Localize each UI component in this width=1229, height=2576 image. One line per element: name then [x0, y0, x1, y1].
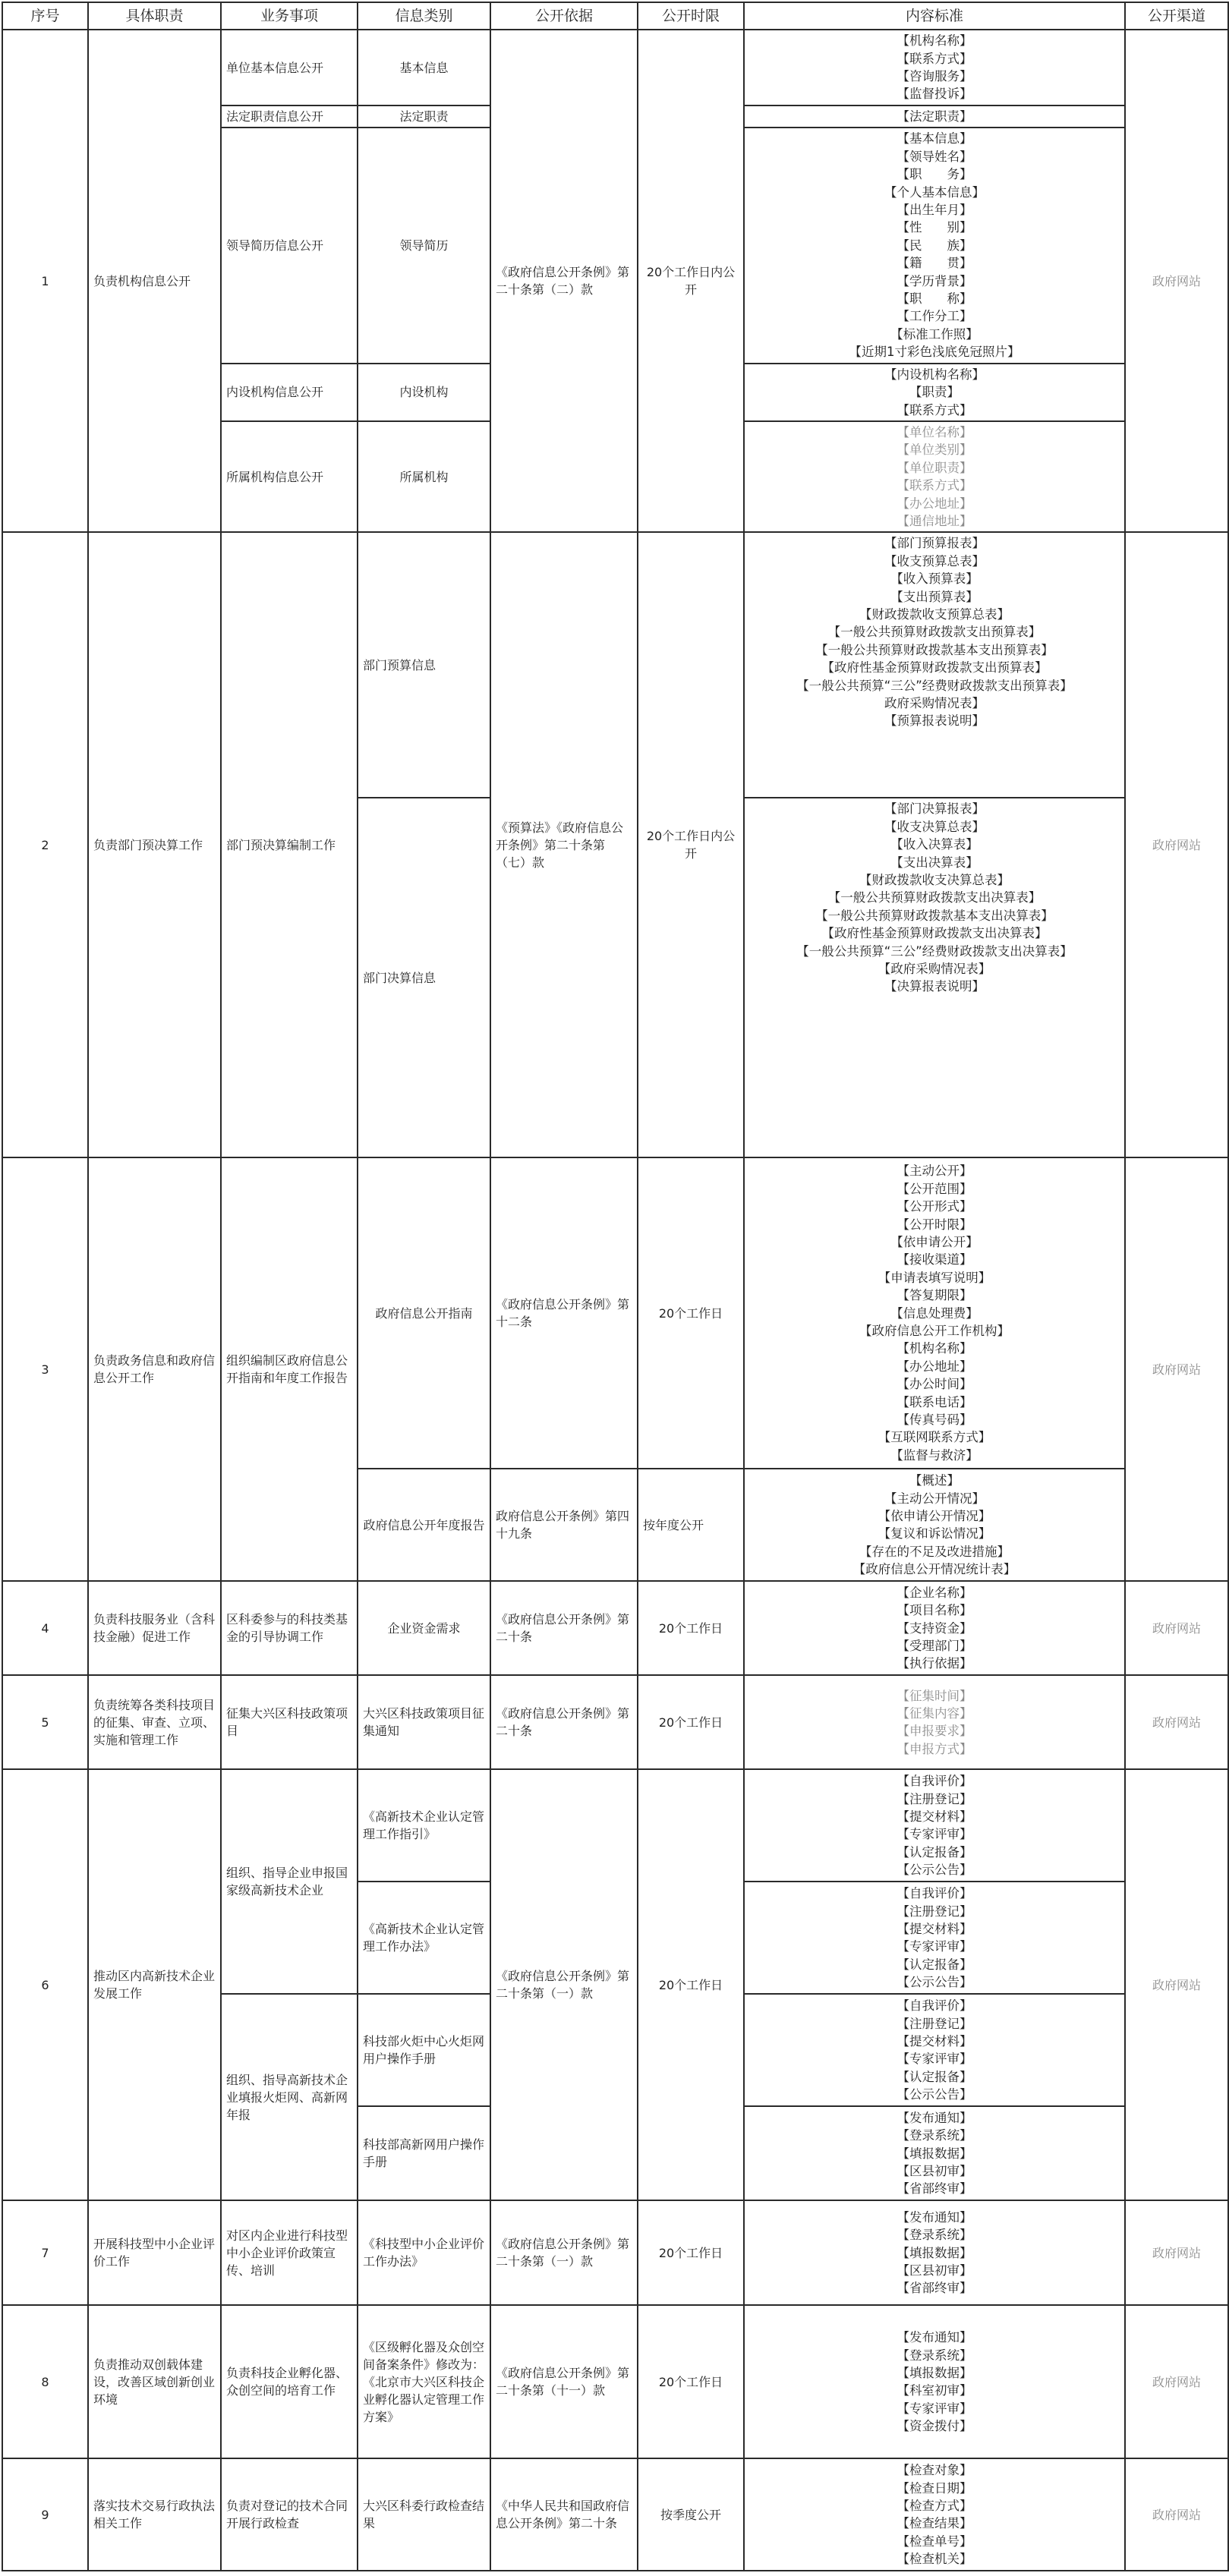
channel-cell: 政府网站 — [1125, 2458, 1228, 2571]
limit-cell: 按季度公开 — [638, 2458, 744, 2571]
row-no: 7 — [2, 2200, 88, 2305]
standard-line: 【办公地址】 — [897, 496, 972, 511]
limit-cell: 20个工作日 — [638, 2305, 744, 2458]
standard-line: 【机构名称】 — [897, 1341, 972, 1356]
channel-cell: 政府网站 — [1125, 1769, 1228, 2200]
table-row — [2, 1581, 1228, 1675]
category-cell: 科技部火炬中心火炬网用户操作手册 — [358, 1994, 490, 2106]
standard-line: 【法定职责】 — [897, 109, 972, 124]
standard-line: 【一般公共预算“三公”经费财政拨款支出预算表】 — [796, 678, 1073, 693]
basis-cell: 政府信息公开条例》第四十九条 — [490, 1469, 638, 1581]
standard-line: 【政府信息公开工作机构】 — [859, 1324, 1010, 1339]
standard-line: 【职责】 — [909, 385, 960, 400]
standard-line: 【提交材料】 — [897, 2033, 972, 2049]
standard-line: 【近期1寸彩色浅底免冠照片】 — [849, 345, 1020, 360]
standard-line: 【政府信息公开情况统计表】 — [852, 1562, 1016, 1577]
limit-cell: 20个工作日 — [638, 1675, 744, 1769]
duty-cell: 负责部门预决算工作 — [88, 532, 221, 1157]
table-row — [2, 2200, 1228, 2305]
standard-line: 【省部终审】 — [897, 2181, 972, 2197]
header-no: 序号 — [2, 2, 88, 30]
standard-line: 【办公时间】 — [897, 1377, 972, 1392]
standard-line: 【公示公告】 — [897, 2087, 972, 2102]
item-cell: 负责对登记的技术合同开展行政检查 — [221, 2458, 358, 2571]
standard-line: 【接收渠道】 — [897, 1252, 972, 1268]
standard-line: 【通信地址】 — [897, 513, 972, 528]
category-cell: 所属机构 — [358, 421, 490, 532]
standard-cell — [744, 2106, 1125, 2200]
standard-line: 【填报数据】 — [897, 2146, 972, 2161]
standard-line: 【发布通知】 — [897, 2209, 972, 2225]
standard-line: 【一般公共预算财政拨款支出决算表】 — [827, 890, 1041, 905]
basis-cell: 《政府信息公开条例》第二十条第（二）款 — [490, 30, 638, 532]
standard-line: 【职 称】 — [897, 291, 972, 307]
item-cell: 所属机构信息公开 — [221, 421, 358, 532]
standard-line: 【检查日期】 — [897, 2480, 972, 2496]
standard-line: 【检查方式】 — [897, 2498, 972, 2513]
standard-cell — [744, 1581, 1125, 1675]
item-cell: 组织、指导企业申报国家级高新技术企业 — [221, 1769, 358, 1994]
header-item: 业务事项 — [221, 2, 358, 30]
category-cell: 部门预算信息 — [358, 532, 490, 798]
standard-line: 【支出决算表】 — [890, 855, 978, 870]
standard-line: 【政府性基金预算财政拨款支出预算表】 — [821, 660, 1048, 675]
standard-cell — [744, 798, 1125, 1157]
standard-line: 【公示公告】 — [897, 1975, 972, 1990]
standard-line: 【信息处理费】 — [890, 1305, 978, 1321]
standard-line: 【个人基本信息】 — [884, 184, 985, 200]
standard-line: 【咨询服务】 — [897, 69, 972, 83]
standard-line: 【收支决算总表】 — [884, 819, 985, 834]
channel-cell: 政府网站 — [1125, 1675, 1228, 1769]
standard-line: 【主动公开】 — [897, 1164, 972, 1179]
standard-line: 【填报数据】 — [897, 2365, 972, 2380]
item-cell: 组织编制区政府信息公开指南和年度工作报告 — [221, 1157, 358, 1581]
basis-cell: 《政府信息公开条例》第十二条 — [490, 1157, 638, 1469]
table-row — [2, 532, 1228, 798]
standard-line: 【一般公共预算财政拨款支出预算表】 — [827, 625, 1041, 640]
standard-line: 【内设机构名称】 — [884, 367, 985, 382]
row-no: 9 — [2, 2458, 88, 2571]
standard-line: 【工作分工】 — [897, 309, 972, 324]
header-category: 信息类别 — [358, 2, 490, 30]
standard-line: 【单位名称】 — [897, 424, 972, 439]
standard-line: 【科室初审】 — [897, 2383, 972, 2398]
standard-line: 【传真号码】 — [897, 1412, 972, 1428]
standard-cell — [744, 2200, 1125, 2305]
row-no: 3 — [2, 1157, 88, 1581]
standard-line: 【公示公告】 — [897, 1863, 972, 1878]
standard-line: 【籍 贯】 — [897, 256, 972, 271]
duty-cell: 开展科技型中小企业评价工作 — [88, 2200, 221, 2305]
channel-cell: 政府网站 — [1125, 532, 1228, 1157]
standard-line: 【领导姓名】 — [897, 149, 972, 164]
basis-cell: 《政府信息公开条例》第二十条第（十一）款 — [490, 2305, 638, 2458]
standard-line: 【检查结果】 — [897, 2516, 972, 2531]
standard-line: 【存在的不足及改进措施】 — [859, 1544, 1010, 1559]
standard-line: 【受理部门】 — [897, 1639, 972, 1654]
standard-line: 【复议和诉讼情况】 — [878, 1526, 991, 1542]
standard-cell — [744, 364, 1125, 421]
category-cell: 《科技型中小企业评价工作办法》 — [358, 2200, 490, 2305]
standard-line: 【概述】 — [909, 1473, 960, 1488]
standard-line: 【联系方式】 — [897, 51, 972, 66]
standard-line: 【注册登记】 — [897, 1904, 972, 1919]
standard-cell — [744, 1769, 1125, 1882]
header-row — [2, 2, 1228, 30]
category-cell: 《高新技术企业认定管理工作指引》 — [358, 1769, 490, 1882]
standard-line: 【决算报表说明】 — [884, 979, 985, 994]
standard-line: 【收入决算表】 — [890, 837, 978, 852]
standard-line: 【申报方式】 — [897, 1741, 972, 1756]
standard-line: 【申请表填写说明】 — [878, 1270, 991, 1285]
category-cell: 基本信息 — [358, 30, 490, 105]
standard-line: 【专家评审】 — [897, 1939, 972, 1954]
category-cell: 《高新技术企业认定管理工作办法》 — [358, 1882, 490, 1994]
standard-line: 【专家评审】 — [897, 2401, 972, 2416]
header-basis: 公开依据 — [490, 2, 638, 30]
standard-line: 【区县初审】 — [897, 2164, 972, 2179]
category-cell: 科技部高新网用户操作手册 — [358, 2106, 490, 2200]
row-no: 5 — [2, 1675, 88, 1769]
category-cell: 部门决算信息 — [358, 798, 490, 1157]
standard-line: 【项目名称】 — [897, 1603, 972, 1618]
limit-cell: 20个工作日 — [638, 1769, 744, 2200]
standard-line: 【自我评价】 — [897, 1886, 972, 1901]
standard-line: 【企业名称】 — [897, 1585, 972, 1600]
standard-line: 【学历背景】 — [897, 273, 972, 288]
standard-line: 【主动公开情况】 — [884, 1491, 985, 1506]
channel-cell: 政府网站 — [1125, 30, 1228, 532]
row-no: 6 — [2, 1769, 88, 2200]
standard-line: 【自我评价】 — [897, 1998, 972, 2014]
duty-cell: 负责统筹各类科技项目的征集、审查、立项、实施和管理工作 — [88, 1675, 221, 1769]
duty-cell: 负责机构信息公开 — [88, 30, 221, 532]
category-cell: 《区级孵化器及众创空间备案条件》修改为：《北京市大兴区科技企业孵化器认定管理工作方案》 — [358, 2305, 490, 2458]
item-cell: 部门预决算编制工作 — [221, 532, 358, 1157]
standard-line: 【互联网联系方式】 — [878, 1430, 991, 1445]
standard-line: 【登录系统】 — [897, 2128, 972, 2143]
row-no: 4 — [2, 1581, 88, 1675]
table-row — [2, 1769, 1228, 1882]
header-duty: 具体职责 — [88, 2, 221, 30]
standard-line: 【部门预算报表】 — [884, 536, 985, 551]
channel-cell: 政府网站 — [1125, 2305, 1228, 2458]
standard-cell — [744, 1469, 1125, 1581]
standard-line: 【注册登记】 — [897, 1791, 972, 1806]
item-cell: 负责科技企业孵化器、众创空间的培育工作 — [221, 2305, 358, 2458]
standard-line: 【监督投诉】 — [897, 87, 972, 102]
category-cell: 大兴区科委行政检查结果 — [358, 2458, 490, 2571]
basis-cell: 《政府信息公开条例》第二十条第（一）款 — [490, 2200, 638, 2305]
standard-cell — [744, 1882, 1125, 1994]
category-cell: 内设机构 — [358, 364, 490, 421]
item-cell: 内设机构信息公开 — [221, 364, 358, 421]
basis-cell: 《政府信息公开条例》第二十条 — [490, 1581, 638, 1675]
standard-line: 【认定报备】 — [897, 2069, 972, 2084]
limit-cell: 20个工作日 — [638, 1157, 744, 1469]
standard-line: 【一般公共预算财政拨款基本支出决算表】 — [815, 908, 1054, 923]
item-cell: 单位基本信息公开 — [221, 30, 358, 105]
standard-line: 【标准工作照】 — [890, 326, 978, 342]
standard-line: 【财政拨款收支决算总表】 — [859, 872, 1010, 887]
standard-line: 【联系方式】 — [897, 402, 972, 417]
category-cell: 企业资金需求 — [358, 1581, 490, 1675]
standard-line: 【一般公共预算“三公”经费财政拨款支出决算表】 — [796, 943, 1073, 959]
standard-line: 【提交材料】 — [897, 1809, 972, 1824]
standard-line: 【收支预算总表】 — [884, 553, 985, 568]
standard-line: 【区县初审】 — [897, 2263, 972, 2278]
standard-line: 【资金拨付】 — [897, 2419, 972, 2434]
row-no: 8 — [2, 2305, 88, 2458]
standard-line: 【登录系统】 — [897, 2228, 972, 2243]
standard-line: 【征集内容】 — [897, 1705, 972, 1721]
standard-line: 【民 族】 — [897, 238, 972, 253]
limit-cell: 20个工作日 — [638, 1581, 744, 1675]
category-cell: 政府信息公开指南 — [358, 1157, 490, 1469]
disclosure-table — [2, 2, 1229, 2571]
category-cell: 大兴区科技政策项目征集通知 — [358, 1675, 490, 1769]
standard-line: 【依申请公开情况】 — [878, 1508, 991, 1523]
standard-line: 【征集时间】 — [897, 1688, 972, 1703]
standard-line: 【专家评审】 — [897, 1827, 972, 1842]
basis-cell: 《预算法》《政府信息公开条例》第二十条第（七）款 — [490, 532, 638, 1157]
standard-line: 【单位职责】 — [897, 460, 972, 475]
standard-line: 【单位类别】 — [897, 442, 972, 458]
item-cell: 区科委参与的科技类基金的引导协调工作 — [221, 1581, 358, 1675]
standard-line: 【一般公共预算财政拨款基本支出预算表】 — [815, 642, 1054, 657]
standard-line: 【发布通知】 — [897, 2330, 972, 2345]
duty-cell: 落实技术交易行政执法相关工作 — [88, 2458, 221, 2571]
standard-line: 【联系电话】 — [897, 1394, 972, 1409]
standard-line: 【认定报备】 — [897, 1957, 972, 1972]
standard-line: 【预算报表说明】 — [884, 713, 985, 729]
channel-cell: 政府网站 — [1125, 1157, 1228, 1581]
standard-line: 【自我评价】 — [897, 1774, 972, 1789]
standard-line: 【公开范围】 — [897, 1181, 972, 1196]
category-cell: 法定职责 — [358, 105, 490, 128]
standard-line: 【支出预算表】 — [890, 589, 978, 604]
table-row — [2, 2305, 1228, 2458]
limit-cell: 20个工作日内公开 — [638, 532, 744, 1157]
standard-line: 【依申请公开】 — [890, 1235, 978, 1250]
standard-line: 【公开时限】 — [897, 1217, 972, 1232]
header-standard: 内容标准 — [744, 2, 1125, 30]
standard-line: 【填报数据】 — [897, 2245, 972, 2260]
standard-cell — [744, 30, 1125, 105]
basis-cell: 《政府信息公开条例》第二十条 — [490, 1675, 638, 1769]
standard-line: 【政府采购情况表】 — [878, 962, 991, 976]
standard-line: 【登录系统】 — [897, 2348, 972, 2363]
standard-line: 【支持资金】 — [897, 1620, 972, 1636]
standard-line: 【公开形式】 — [897, 1199, 972, 1214]
table-row — [2, 1675, 1228, 1769]
standard-line: 【政府性基金预算财政拨款支出决算表】 — [821, 926, 1048, 941]
basis-cell: 《政府信息公开条例》第二十条第（一）款 — [490, 1769, 638, 2200]
standard-line: 【收入预算表】 — [890, 572, 978, 587]
standard-line: 【执行依据】 — [897, 1656, 972, 1671]
duty-cell: 负责科技服务业（含科技金融）促进工作 — [88, 1581, 221, 1675]
standard-cell — [744, 1675, 1125, 1769]
limit-cell: 按年度公开 — [638, 1469, 744, 1581]
header-limit: 公开时限 — [638, 2, 744, 30]
standard-line: 【提交材料】 — [897, 1921, 972, 1936]
item-cell: 征集大兴区科技政策项目 — [221, 1675, 358, 1769]
standard-line: 【机构名称】 — [897, 33, 972, 49]
standard-cell — [744, 2458, 1125, 2571]
standard-line: 【部门决算报表】 — [884, 801, 985, 817]
standard-line: 【省部终审】 — [897, 2281, 972, 2296]
standard-line: 【监督与救济】 — [890, 1447, 978, 1463]
standard-line: 【基本信息】 — [897, 131, 972, 146]
standard-line: 【财政拨款收支预算总表】 — [859, 606, 1010, 622]
standard-line: 【办公地址】 — [897, 1359, 972, 1374]
standard-line: 政府采购情况表】 — [884, 696, 985, 710]
standard-line: 【检查机关】 — [897, 2552, 972, 2567]
duty-cell: 推动区内高新技术企业发展工作 — [88, 1769, 221, 2200]
standard-line: 【联系方式】 — [897, 478, 972, 493]
standard-cell — [744, 1157, 1125, 1469]
standard-line: 【出生年月】 — [897, 203, 972, 218]
table-row — [2, 30, 1228, 105]
table-row — [2, 2458, 1228, 2571]
standard-cell — [744, 1994, 1125, 2106]
standard-cell — [744, 105, 1125, 128]
standard-line: 【答复期限】 — [897, 1288, 972, 1303]
table-row — [2, 1157, 1228, 1469]
basis-cell: 《中华人民共和国政府信息公开条例》第二十条 — [490, 2458, 638, 2571]
channel-cell: 政府网站 — [1125, 1581, 1228, 1675]
category-cell: 政府信息公开年度报告 — [358, 1469, 490, 1581]
limit-cell: 20个工作日内公开 — [638, 30, 744, 532]
standard-cell — [744, 128, 1125, 363]
standard-cell — [744, 532, 1125, 798]
standard-cell — [744, 2305, 1125, 2458]
standard-line: 【职 务】 — [897, 167, 972, 182]
duty-cell: 负责政务信息和政府信息公开工作 — [88, 1157, 221, 1581]
standard-line: 【性 别】 — [897, 220, 972, 235]
standard-line: 【检查单号】 — [897, 2533, 972, 2549]
standard-line: 【注册登记】 — [897, 2016, 972, 2031]
item-cell: 领导简历信息公开 — [221, 128, 358, 363]
category-cell: 领导简历 — [358, 128, 490, 363]
standard-line: 【专家评审】 — [897, 2052, 972, 2067]
duty-cell: 负责推动双创载体建设，改善区域创新创业环境 — [88, 2305, 221, 2458]
limit-cell: 20个工作日 — [638, 2200, 744, 2305]
channel-cell: 政府网站 — [1125, 2200, 1228, 2305]
standard-line: 【申报要求】 — [897, 1724, 972, 1739]
row-no: 2 — [2, 532, 88, 1157]
item-cell: 组织、指导高新技术企业填报火炬网、高新网年报 — [221, 1994, 358, 2200]
header-channel: 公开渠道 — [1125, 2, 1228, 30]
standard-line: 【认定报备】 — [897, 1844, 972, 1860]
item-cell: 法定职责信息公开 — [221, 105, 358, 128]
row-no: 1 — [2, 30, 88, 532]
standard-cell — [744, 421, 1125, 532]
item-cell: 对区内企业进行科技型中小企业评价政策宣传、培训 — [221, 2200, 358, 2305]
standard-line: 【发布通知】 — [897, 2110, 972, 2125]
standard-line: 【检查对象】 — [897, 2463, 972, 2478]
